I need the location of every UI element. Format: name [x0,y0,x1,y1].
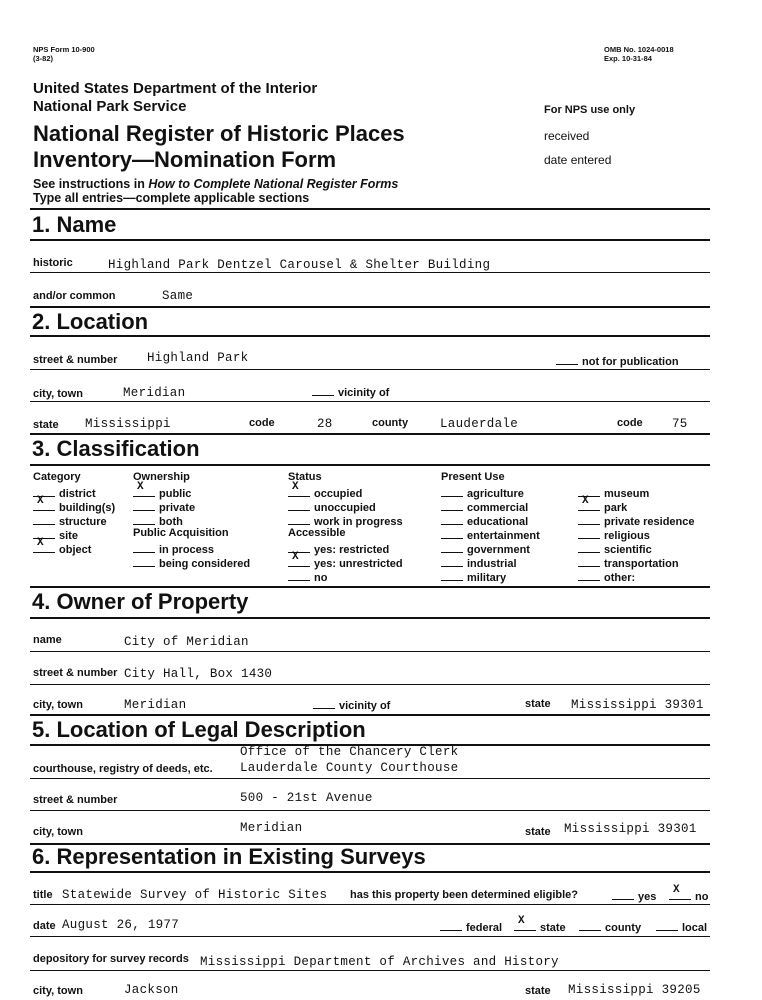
courthouse-label: courthouse, registry of deeds, etc. [33,763,213,775]
checkbox-blank[interactable] [288,514,310,525]
use-option-government[interactable] [441,542,530,556]
county-code-label: code [617,417,643,429]
checkbox-blank[interactable] [133,542,155,553]
level-county[interactable]: county [579,920,641,934]
location-street-field[interactable]: Highland Park [147,351,249,365]
status-option-work-in-progress[interactable] [288,514,403,528]
common-name-field[interactable]: Same [162,289,194,303]
department-name: United States Department of the Interior [33,80,318,97]
office-field[interactable]: Office of the Chancery Clerk [240,745,459,759]
ownership-option-both[interactable] [133,514,183,528]
option-label: district [59,488,96,500]
category-option-object[interactable] [33,537,92,556]
omb-number: OMB No. 1024-0018 [604,45,674,54]
option-label: structure [59,516,107,528]
acquisition-option-in-process[interactable] [133,542,214,556]
owner-city-label: city, town [33,699,83,711]
owner-vicinity[interactable]: vicinity of [313,698,390,712]
owner-name-field[interactable]: City of Meridian [124,635,249,649]
accessible-heading: Accessible [288,527,346,539]
acquisition-option-being-considered[interactable] [133,556,250,570]
checkbox-blank[interactable] [133,500,155,511]
survey-title-field[interactable]: Statewide Survey of Historic Sites [62,888,328,902]
public-acquisition-heading: Public Acquisition [133,527,229,539]
option-label: transportation [604,558,679,570]
use-option-entertainment[interactable] [441,528,540,542]
category-option-structure[interactable] [33,514,107,528]
check-mark: X [582,495,589,507]
checkbox-blank[interactable] [288,500,310,511]
form-date: (3-82) [33,54,54,63]
checkbox-blank[interactable] [288,570,310,581]
checkbox-blank[interactable] [578,542,600,553]
checkbox-blank[interactable] [133,556,155,567]
state-code-label: code [249,417,275,429]
option-label: industrial [467,558,517,570]
legal-state-label: state [525,826,551,838]
survey-date-field[interactable]: August 26, 1977 [62,918,180,932]
checkbox-blank[interactable] [441,556,463,567]
option-label: unoccupied [314,502,376,514]
use-option-park[interactable] [578,495,628,514]
check-mark: X [292,481,299,493]
option-label: occupied [314,488,363,500]
use-option-educational[interactable] [441,514,528,528]
checkbox-blank[interactable] [578,556,600,567]
service-name: National Park Service [33,98,187,115]
checkbox-blank[interactable] [578,570,600,581]
checkbox-blank[interactable] [288,481,310,497]
use-option-scientific[interactable] [578,542,652,556]
option-label: site [59,530,78,542]
option-label: religious [604,530,650,542]
checkbox-blank[interactable] [578,495,600,511]
checkbox-blank[interactable] [441,514,463,525]
present-use-heading: Present Use [441,471,505,483]
ownership-option-private[interactable] [133,500,195,514]
use-option-industrial[interactable] [441,556,517,570]
checkbox-blank[interactable] [133,514,155,525]
street-number-label: street & number [33,354,118,366]
level-federal[interactable]: federal [440,920,502,934]
checkbox-blank[interactable] [441,542,463,553]
common-name-label: and/or common [33,290,116,302]
historic-label: historic [33,257,73,269]
section-4-heading: 4. Owner of Property [32,589,249,614]
section-2-heading: 2. Location [32,309,149,334]
accessible-option-yes-unrestricted[interactable] [288,551,403,570]
category-heading: Category [33,471,81,483]
checkbox-blank[interactable] [133,481,155,497]
survey-date-label: date [33,920,56,932]
legal-city-label: city, town [33,826,83,838]
checkbox-blank[interactable] [33,537,55,553]
county-label: county [372,417,409,429]
checkbox-blank[interactable] [578,528,600,539]
survey-title-label: title [33,889,53,901]
option-label: other: [604,572,636,584]
option-label: work in progress [314,516,403,528]
ownership-option-public[interactable] [133,481,192,500]
depository-state-field[interactable]: Mississippi 39205 [568,983,701,997]
owner-street-field[interactable]: City Hall, Box 1430 [124,667,273,681]
use-option-other[interactable] [578,570,635,584]
use-option-military[interactable] [441,570,506,584]
owner-state-field[interactable]: Mississippi 39301 [571,698,704,712]
use-option-religious[interactable] [578,528,650,542]
nps-use-only: For NPS use only [544,104,636,116]
use-option-transportation[interactable] [578,556,679,570]
location-city-field[interactable]: Meridian [123,386,186,400]
instructions-line1: See instructions in How to Complete National Register Forms [33,177,399,191]
status-option-unoccupied[interactable] [288,500,376,514]
checkbox-blank[interactable] [288,551,310,567]
option-label: commercial [467,502,529,514]
option-label: military [467,572,507,584]
option-label: park [604,502,628,514]
owner-city-field[interactable]: Meridian [124,698,187,712]
expiration-date: Exp. 10-31-84 [604,54,652,63]
option-label: yes: unrestricted [314,558,403,570]
eligible-no[interactable]: X no [669,889,708,903]
courthouse-field[interactable]: Lauderdale County Courthouse [240,761,459,775]
owner-name-label: name [33,634,62,646]
county-code-field[interactable]: 75 [672,417,688,431]
option-label: no [314,572,328,584]
eligible-question: has this property been determined eligible? [350,889,578,901]
option-label: yes: restricted [314,544,390,556]
level-state[interactable]: X state [514,920,566,934]
legal-city-field[interactable]: Meridian [240,821,303,835]
legal-state-field[interactable]: Mississippi 39301 [564,822,697,836]
owner-street-label: street & number [33,667,118,679]
city-town-label: city, town [33,388,83,400]
legal-street-field[interactable]: 500 - 21st Avenue [240,791,373,805]
checkbox-blank[interactable] [441,486,463,497]
vicinity-of[interactable]: vicinity of [312,385,389,399]
checkbox-blank[interactable] [33,514,55,525]
check-mark: X [37,537,44,549]
checkbox-blank[interactable] [33,495,55,511]
accessible-option-no[interactable] [288,570,327,584]
ownership-heading: Ownership [133,471,190,483]
option-label: both [159,516,183,528]
section-3-heading: 3. Classification [32,436,200,461]
check-mark: X [292,551,299,563]
form-title-line2: Inventory—Nomination Form [33,147,337,172]
county-field[interactable]: Lauderdale [440,417,519,431]
use-option-private-residence[interactable] [578,514,695,528]
option-label: agriculture [467,488,524,500]
not-for-publication[interactable]: not for publication [556,354,679,368]
accessible-option-yes-restricted[interactable] [288,542,389,556]
owner-state-label: state [525,698,551,710]
option-label: private residence [604,516,695,528]
status-option-occupied[interactable] [288,481,363,500]
check-mark: X [137,481,144,493]
section-6-heading: 6. Representation in Existing Surveys [32,844,426,869]
depository-city-label: city, town [33,985,83,997]
depository-city-field[interactable]: Jackson [124,983,179,997]
use-option-commercial[interactable] [441,500,528,514]
option-label: in process [159,544,215,556]
option-label: object [59,544,92,556]
checkbox-blank[interactable] [441,528,463,539]
form-title-line1: National Register of Historic Places [33,121,405,146]
use-option-agriculture[interactable] [441,486,524,500]
option-label: being considered [159,558,251,570]
section-5-heading: 5. Location of Legal Description [32,717,366,742]
option-label: museum [604,488,650,500]
state-code-field[interactable]: 28 [317,417,333,431]
eligible-yes[interactable]: yes [612,889,656,903]
state-label: state [33,419,59,431]
depository-label: depository for survey records [33,953,189,965]
option-label: private [159,502,196,514]
option-label: scientific [604,544,652,556]
date-entered-label: date entered [544,153,612,167]
status-heading: Status [288,471,322,483]
level-local[interactable]: local [656,920,707,934]
legal-street-label: street & number [33,794,118,806]
checkbox-blank[interactable] [441,500,463,511]
depository-state-label: state [525,985,551,997]
category-option-building-s[interactable] [33,495,116,514]
received-label: received [544,129,590,143]
option-label: building(s) [59,502,116,514]
instructions-line2: Type all entries—complete applicable sections [33,191,310,205]
checkbox-blank[interactable] [578,514,600,525]
option-label: government [467,544,530,556]
option-label: educational [467,516,529,528]
depository-field[interactable]: Mississippi Department of Archives and History [200,955,559,969]
location-state-field[interactable]: Mississippi [85,417,171,431]
option-label: public [159,488,192,500]
section-1-heading: 1. Name [32,212,117,237]
check-mark: X [37,495,44,507]
form-number: NPS Form 10-900 [33,45,95,54]
historic-name-field[interactable]: Highland Park Dentzel Carousel & Shelter Building [108,258,491,272]
checkbox-blank[interactable] [441,570,463,581]
option-label: entertainment [467,530,540,542]
